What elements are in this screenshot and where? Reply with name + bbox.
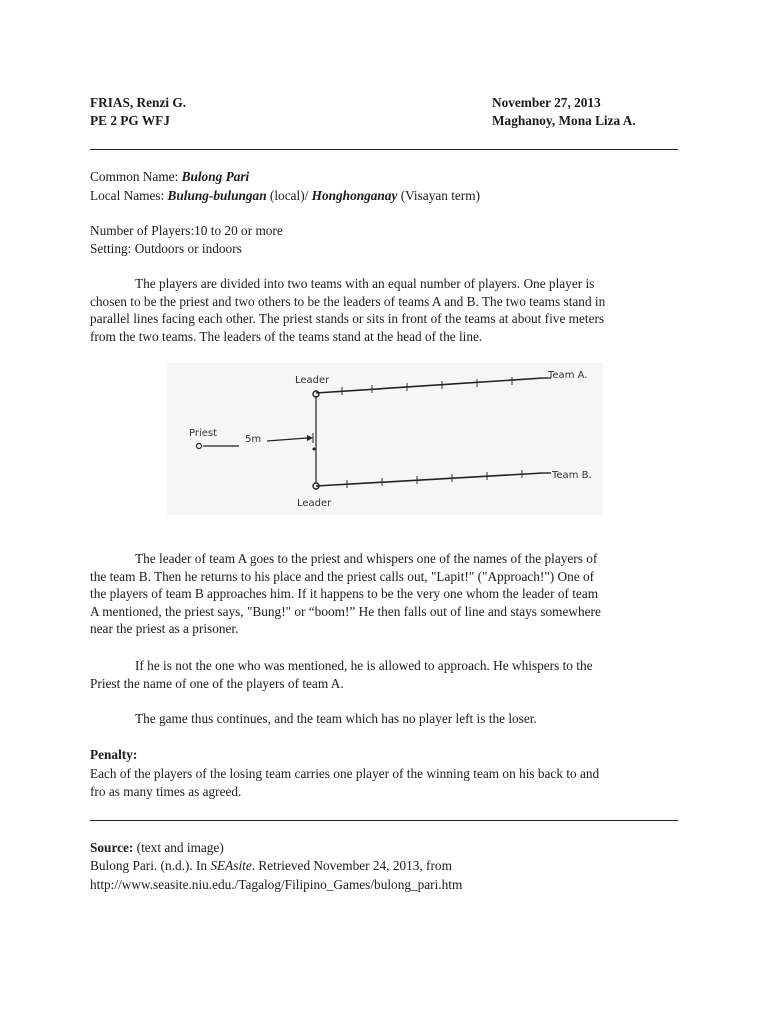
rules-line: The leader of team A goes to the priest and whispers one of the names of the players of [135,551,598,566]
approach-line: If he is not the one who was mentioned, he is allowed to approach. He whispers to the [135,658,593,673]
approach-line: Priest the name of one of the players of team A. [90,675,344,691]
local-names-label: Local Names: [90,188,168,203]
common-name-value: Bulong Pari [181,169,250,184]
local-name-1: Bulung-bulungan [167,188,270,203]
local-name-2: Honghonganay [311,188,401,203]
rules-line: A mentioned, the priest says, "Bung!" or “boom!” He then falls out of line and stays somewhere [90,603,601,619]
rules-line: the players of team B approaches him. If it happens to be the very one whom the leader of team [90,586,599,602]
source-row [90,839,224,857]
approach-paragraph [90,657,677,692]
team-a-label: Team A. [548,370,588,381]
penalty-paragraph [90,765,677,800]
citation-site: SEAsite [210,858,252,873]
leader-a-marker [313,391,319,397]
intro-line: parallel lines facing each other. The priest stands or sits in front of the teams at about five meters [90,311,605,327]
citation-post: . Retrieved November 24, 2013, from [251,858,452,873]
header-divider [90,149,678,150]
team-b-line [316,473,543,486]
source-url[interactable]: http://www.seasite.niu.edu./Tagalog/Filipino_Games/bulong_pari.htm [90,877,463,892]
course-code: PE 2 PG WFJ [90,113,170,128]
leader-bottom-label: Leader [297,498,332,509]
source-divider [90,820,678,821]
game-diagram [167,363,603,515]
team-a-line [316,378,543,393]
local-name-2-note: (Visayan term) [400,188,481,203]
common-name-label: Common Name: [90,169,182,184]
intro-line: from the two teams. The leaders of the teams stand at the head of the line. [90,328,483,344]
rules-line: near the priest as a prisoner. [90,621,239,637]
setting: Setting: Outdoors or indoors [90,241,242,256]
priest-marker [197,444,202,449]
common-name-row [90,168,249,186]
rules-line: the team B. Then he returns to his place and the priest calls out, "Lapit!" ("Approach!") One of [90,568,595,584]
continue-line: The game thus continues, and the team which has no player left is the loser. [135,711,537,726]
number-of-players: Number of Players:10 to 20 or more [90,223,283,238]
document-date: November 27, 2013 [492,95,601,110]
priest-label: Priest [189,428,218,439]
arrow-head-icon [307,435,313,441]
distance-label: 5m [245,434,262,445]
local-names-row [90,187,480,205]
citation-pre: Bulong Pari. (n.d.). In [90,858,211,873]
penalty-line: fro as many times as agreed. [90,783,242,799]
rules-paragraph [90,550,677,638]
continue-paragraph [90,710,677,728]
team-b-label: Team B. [552,470,592,481]
student-name: FRIAS, Renzi G. [90,95,187,110]
source-label: Source: [90,840,137,855]
citation [90,857,452,875]
intro-line: The players are divided into two teams with an equal number of players. One player is [135,276,595,291]
intro-line: chosen to be the priest and two others to be the leaders of teams A and B. The two teams stand in [90,293,606,309]
leader-top-label: Leader [295,375,330,386]
local-name-1-note: (local)/ [269,188,312,203]
penalty-line: Each of the players of the losing team carries one player of the winning team on his back to and [90,766,600,781]
instructor-name: Maghanoy, Mona Liza A. [492,113,636,128]
source-note: (text and image) [136,840,224,855]
penalty-heading: Penalty: [90,747,138,762]
intro-paragraph [90,275,677,345]
